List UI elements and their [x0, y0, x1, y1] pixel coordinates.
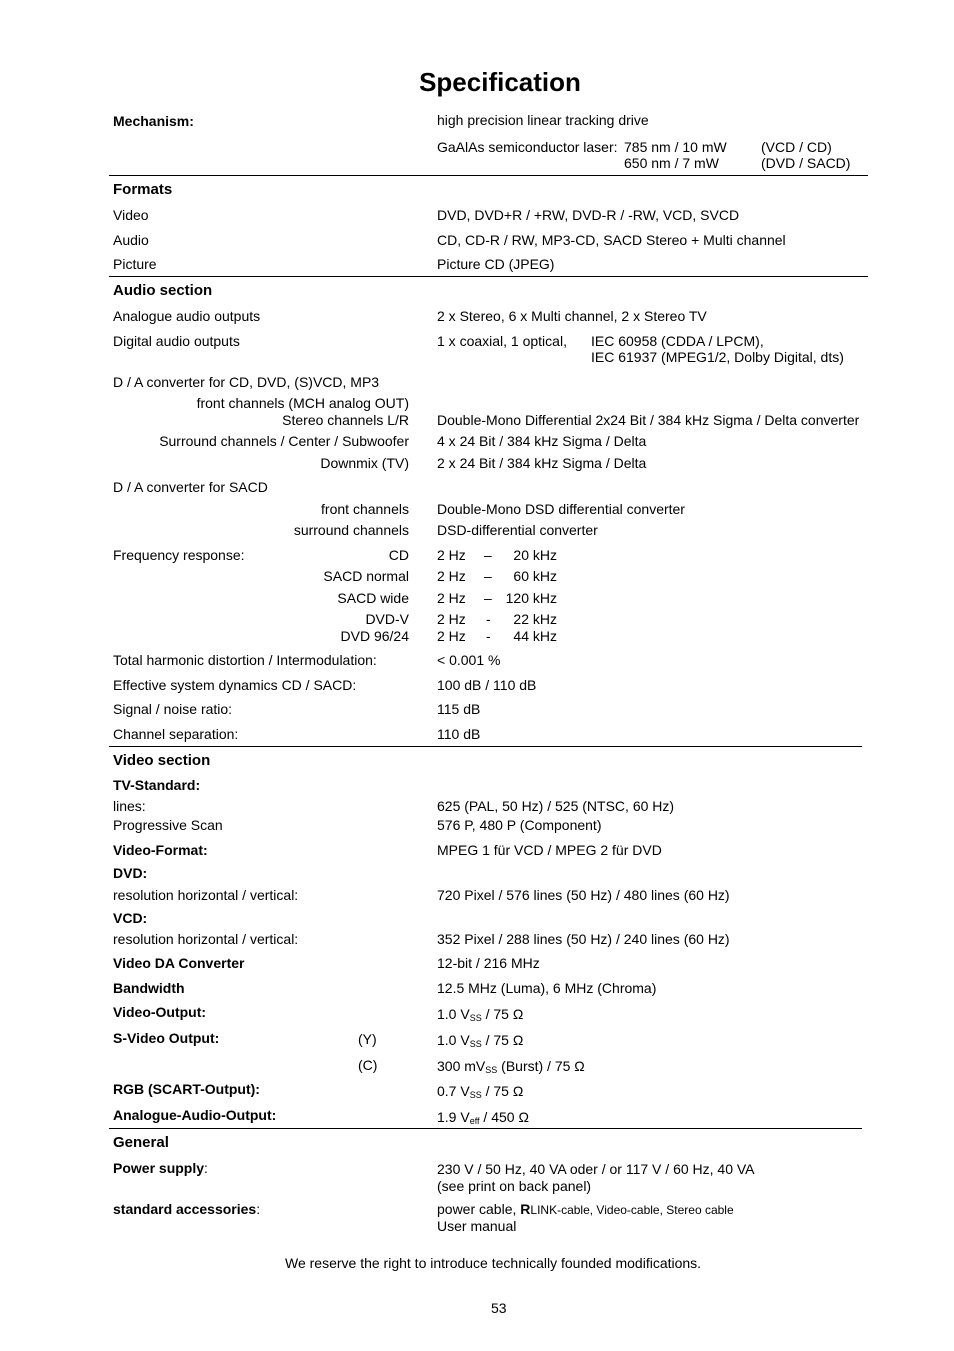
freq-mode: DVD 96/24	[340, 628, 409, 644]
frequency-response-label: Frequency response:	[113, 547, 245, 563]
freq-sep: –	[484, 590, 492, 606]
power-supply-value-2: (see print on back panel)	[437, 1178, 592, 1194]
dvd-resolution-value: 720 Pixel / 576 lines (50 Hz) / 480 lines (60 Hz)	[437, 887, 730, 903]
progressive-value: 576 P, 480 P (Component)	[437, 817, 602, 833]
section-divider	[109, 175, 868, 176]
video-da-label: Video DA Converter	[113, 955, 245, 971]
dvd-resolution-label: resolution horizontal / vertical:	[113, 887, 299, 903]
power-supply-label: Power supply:	[113, 1160, 208, 1176]
format-label: Audio	[113, 232, 149, 248]
da-front-label: front channels (MCH analog OUT)	[196, 395, 409, 411]
digital-outputs-label: Digital audio outputs	[113, 333, 240, 349]
da-surround-value: 4 x 24 Bit / 384 kHz Sigma / Delta	[437, 433, 647, 449]
sacd-front-value: Double-Mono DSD differential converter	[437, 501, 685, 517]
da-stereo-value: Double-Mono Differential 2x24 Bit / 384 kHz Sigma / Delta converter	[437, 412, 860, 428]
freq-low: 2 Hz	[437, 590, 466, 606]
rgb-value: 0.7 $V_{SS} / 75$ Ω	[437, 1083, 524, 1100]
svideo-label: S-Video Output:	[113, 1030, 220, 1046]
audio-heading: Audio section	[113, 282, 213, 299]
freq-high: 22 kHz	[513, 611, 557, 627]
freq-high: 20 kHz	[513, 547, 557, 563]
format-value: Picture CD (JPEG)	[437, 256, 555, 272]
da-downmix-value: 2 x 24 Bit / 384 kHz Sigma / Delta	[437, 455, 647, 471]
snr-label: Signal / noise ratio:	[113, 701, 233, 717]
laser-label: GaAlAs semiconductor laser:	[437, 139, 618, 155]
section-divider	[109, 746, 862, 747]
mechanism-label: Mechanism:	[113, 113, 194, 129]
power-supply-value-1: 230 V / 50 Hz, 40 VA oder / or 117 V / 60 Hz, 40 VA	[437, 1161, 755, 1177]
digital-outputs-value: 1 x coaxial, 1 optical,	[437, 333, 567, 349]
svideo-c-value: 300 $mV_{SS}$ (Burst) / 75 Ω	[437, 1058, 585, 1075]
video-da-value: 12-bit / 216 MHz	[437, 955, 540, 971]
section-divider	[109, 1128, 862, 1129]
freq-low: 2 Hz	[437, 568, 466, 584]
analogue-outputs-label: Analogue audio outputs	[113, 308, 261, 324]
sacd-surround-label: surround channels	[293, 522, 409, 538]
format-label: Picture	[113, 256, 157, 272]
freq-low: 2 Hz	[437, 611, 466, 627]
svideo-y-label: (Y)	[358, 1031, 377, 1047]
da-stereo-label: Stereo channels L/R	[282, 412, 409, 428]
laser-1-use: (VCD / CD)	[761, 139, 832, 155]
sacd-front-label: front channels	[321, 501, 409, 517]
da-sacd-label: D / A converter for SACD	[113, 479, 268, 495]
analogue-audio-output-label: Analogue-Audio-Output:	[113, 1107, 277, 1123]
format-value: DVD, DVD+R / +RW, DVD-R / -RW, VCD, SVCD	[437, 207, 740, 223]
digital-standard-2: IEC 61937 (MPEG1/2, Dolby Digital, dts)	[591, 349, 844, 365]
freq-mode: SACD normal	[323, 568, 409, 584]
video-format-label: Video-Format:	[113, 842, 208, 858]
video-heading: Video section	[113, 752, 211, 769]
vcd-label: VCD:	[113, 910, 148, 926]
video-output-value: 1.0 $V_{SS} / 75$ Ω	[437, 1006, 524, 1023]
freq-mode: CD	[388, 547, 409, 563]
laser-1: 785 nm / 10 mW	[624, 139, 727, 155]
progressive-label: Progressive Scan	[113, 817, 223, 833]
video-output-label: Video-Output:	[113, 1004, 207, 1020]
thd-value: < 0.001 %	[437, 652, 501, 668]
freq-high: 60 kHz	[513, 568, 557, 584]
format-value: CD, CD-R / RW, MP3-CD, SACD Stereo + Multi channel	[437, 232, 786, 248]
freq-sep: –	[484, 547, 492, 563]
general-heading: General	[113, 1134, 169, 1151]
dvd-label: DVD:	[113, 865, 148, 881]
dynamics-label: Effective system dynamics CD / SACD:	[113, 677, 357, 693]
video-format-value: MPEG 1 für VCD / MPEG 2 für DVD	[437, 842, 662, 858]
svideo-c-label: (C)	[358, 1057, 378, 1073]
footer-note: We reserve the right to introduce technically founded modifications.	[285, 1255, 702, 1271]
freq-sep: -	[486, 611, 491, 627]
digital-standard-1: IEC 60958 (CDDA / LPCM),	[591, 333, 764, 349]
freq-high: 44 kHz	[513, 628, 557, 644]
accessories-value-1: power cable, RLINK-cable, Video-cable, Stereo cable	[437, 1201, 734, 1217]
laser-2: 650 nm / 7 mW	[624, 155, 719, 171]
vcd-resolution-value: 352 Pixel / 288 lines (50 Hz) / 240 lines (60 Hz)	[437, 931, 730, 947]
freq-mode: DVD-V	[365, 611, 409, 627]
freq-mode: SACD wide	[337, 590, 409, 606]
formats-heading: Formats	[113, 181, 173, 198]
laser-2-use: (DVD / SACD)	[761, 155, 851, 171]
vcd-resolution-label: resolution horizontal / vertical:	[113, 931, 299, 947]
freq-low: 2 Hz	[437, 547, 466, 563]
channel-separation-label: Channel separation:	[113, 726, 239, 742]
lines-label: lines:	[113, 798, 146, 814]
svideo-y-value: 1.0 $V_{SS} / 75$ Ω	[437, 1032, 524, 1049]
sacd-surround-value: DSD-differential converter	[437, 522, 598, 538]
freq-high: 120 kHz	[505, 590, 557, 606]
analogue-outputs-value: 2 x Stereo, 6 x Multi channel, 2 x Stereo TV	[437, 308, 707, 324]
accessories-value-2: User manual	[437, 1218, 517, 1234]
freq-low: 2 Hz	[437, 628, 466, 644]
freq-sep: -	[486, 628, 491, 644]
bandwidth-value: 12.5 MHz (Luma), 6 MHz (Chroma)	[437, 980, 657, 996]
mechanism-drive: high precision linear tracking drive	[437, 112, 649, 128]
page-number: 53	[491, 1300, 507, 1316]
channel-separation-value: 110 dB	[437, 726, 481, 742]
section-divider	[109, 276, 868, 277]
thd-label: Total harmonic distortion / Intermodulation:	[113, 652, 377, 668]
format-label: Video	[113, 207, 149, 223]
accessories-label: standard accessories:	[113, 1201, 261, 1217]
snr-value: 115 dB	[437, 701, 481, 717]
tv-standard-label: TV-Standard:	[113, 777, 201, 793]
analogue-audio-output-value: 1.9 $V_{eff} / 450$ Ω	[437, 1109, 529, 1126]
da-surround-label: Surround channels / Center / Subwoofer	[159, 433, 409, 449]
rgb-label: RGB (SCART-Output):	[113, 1081, 260, 1097]
da-cd-label: D / A converter for CD, DVD, (S)VCD, MP3	[113, 374, 380, 390]
dynamics-value: 100 dB / 110 dB	[437, 677, 537, 693]
da-downmix-label: Downmix (TV)	[320, 455, 409, 471]
freq-sep: –	[484, 568, 492, 584]
bandwidth-label: Bandwidth	[113, 980, 185, 996]
lines-value: 625 (PAL, 50 Hz) / 525 (NTSC, 60 Hz)	[437, 798, 675, 814]
page-title: Specification	[419, 67, 581, 97]
